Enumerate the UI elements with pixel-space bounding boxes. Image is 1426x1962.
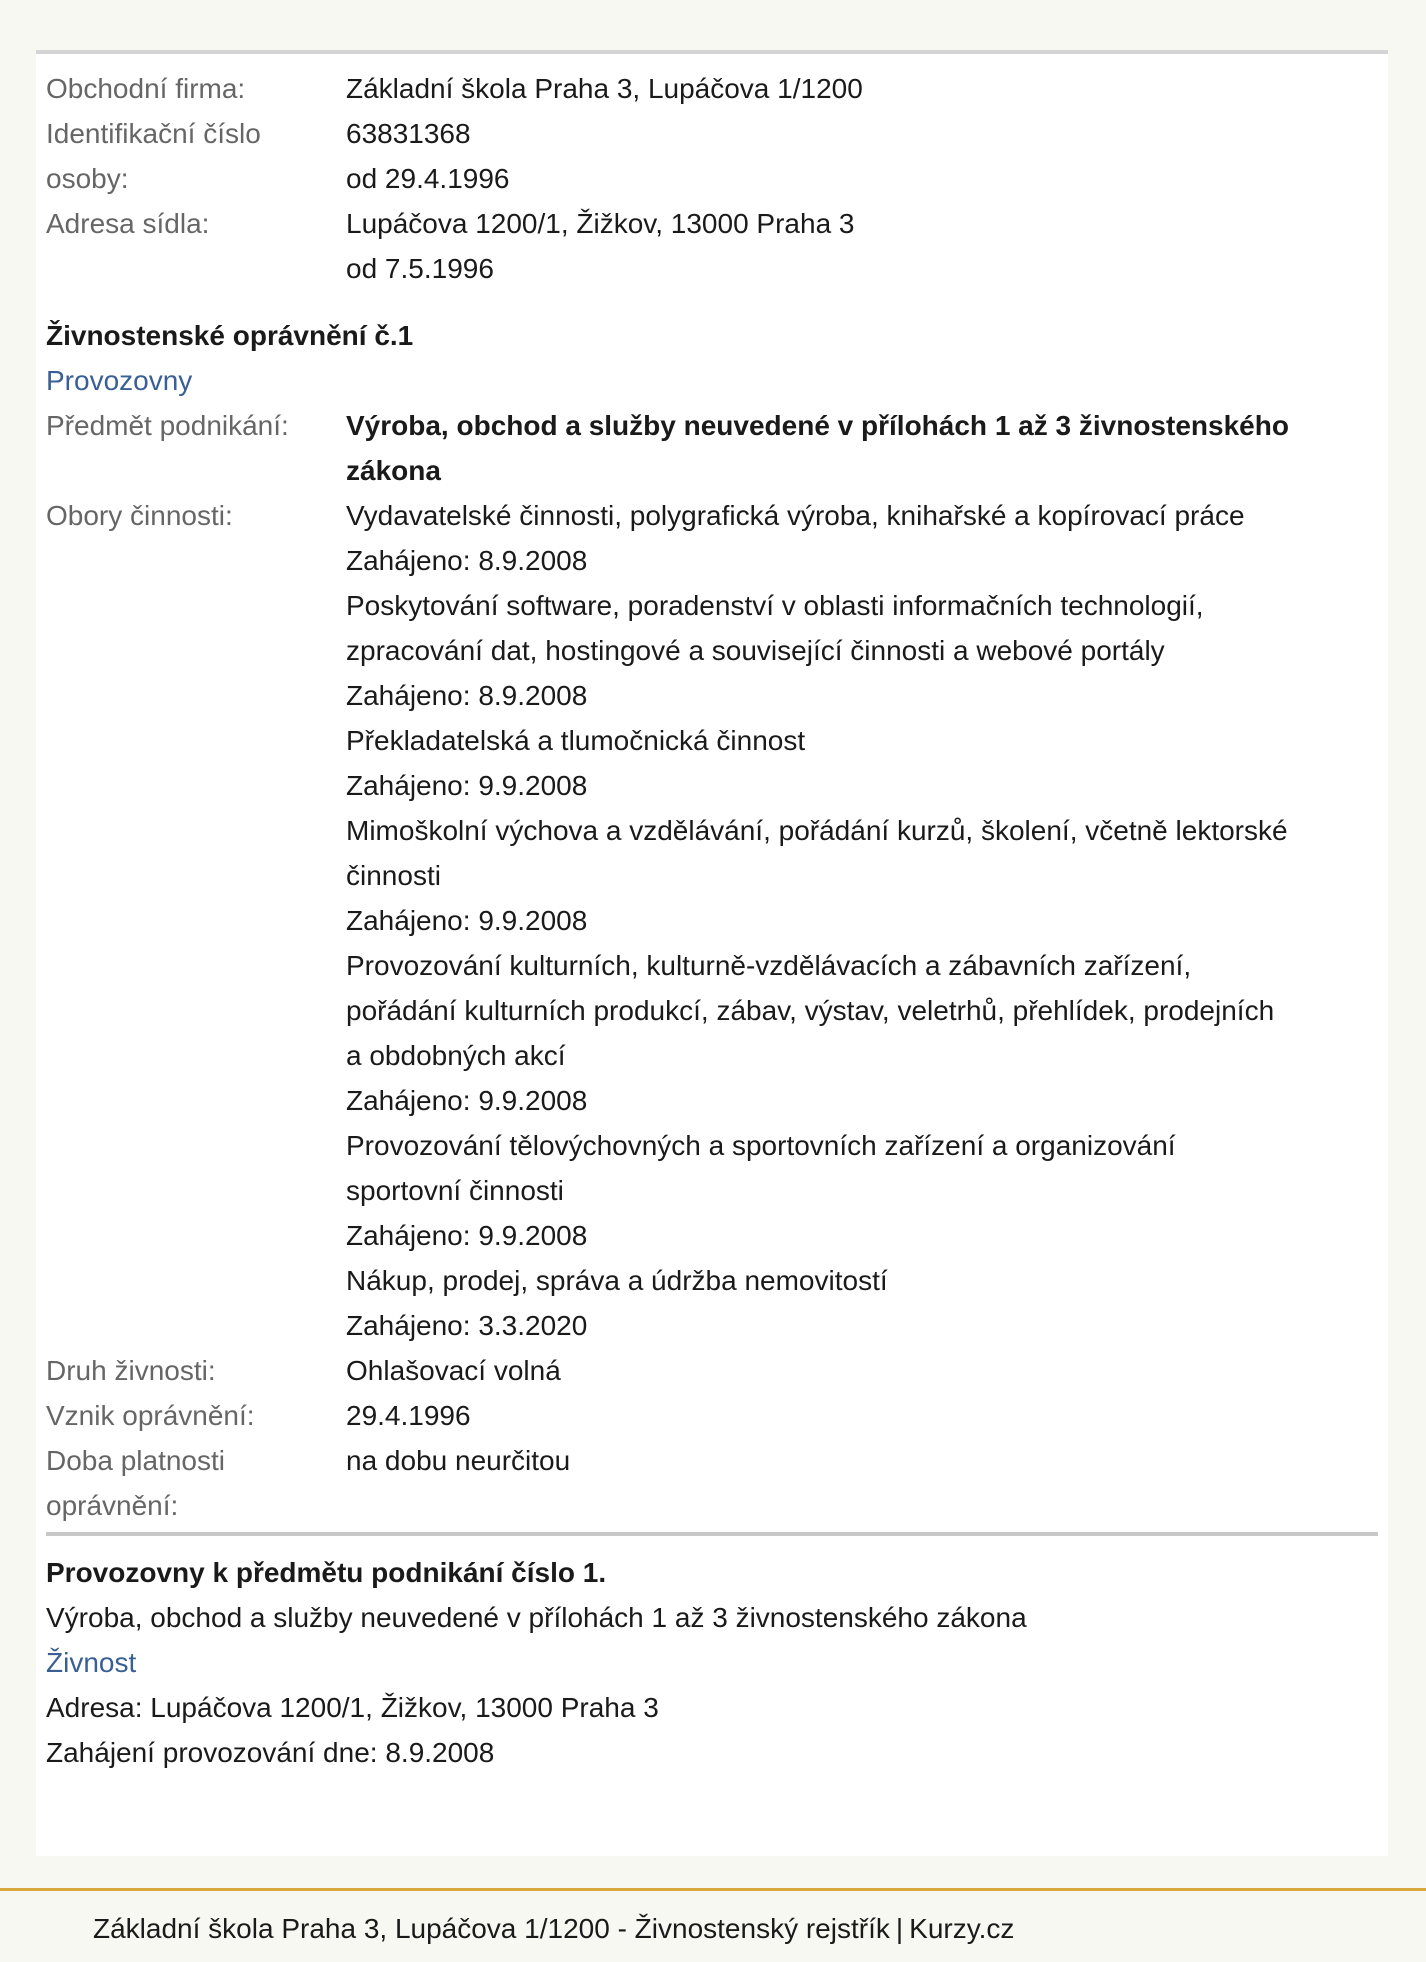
subject-row bbox=[46, 403, 1378, 493]
id-row bbox=[46, 111, 1378, 201]
field-started: Zahájeno: 9.9.2008 bbox=[346, 905, 588, 936]
detail-card bbox=[36, 50, 1388, 1856]
field-activity-line: Provozování tělovýchovných a sportovních zařízení a organizování bbox=[346, 1130, 1176, 1161]
id-since: od 29.4.1996 bbox=[346, 163, 510, 194]
field-activity-line: Poskytování software, poradenství v oblasti informačních technologií, bbox=[346, 590, 1204, 621]
field-started: Zahájeno: 9.9.2008 bbox=[346, 1085, 588, 1116]
fields-label: Obory činnosti: bbox=[46, 500, 233, 531]
id-label-line1: Identifikační číslo bbox=[46, 118, 261, 149]
footer-text: Základní škola Praha 3, Lupáčova 1/1200 - Živnostenský rejstřík bbox=[93, 1913, 890, 1944]
field-activity-line: Vydavatelské činnosti, polygrafická výroba, knihařské a kopírovací práce bbox=[346, 500, 1245, 531]
address-label: Adresa sídla: bbox=[46, 208, 210, 239]
license-title: Živnostenské oprávnění č.1 bbox=[46, 320, 414, 351]
establishments-subject: Výroba, obchod a služby neuvedené v přílohách 1 až 3 živnostenského zákona bbox=[46, 1602, 1027, 1633]
footer bbox=[93, 1906, 1014, 1951]
field-started: Zahájeno: 3.3.2020 bbox=[346, 1310, 588, 1341]
address-value: Lupáčova 1200/1, Žižkov, 13000 Praha 3 bbox=[346, 208, 855, 239]
origin-label: Vznik oprávnění: bbox=[46, 1400, 255, 1431]
subject-value: Výroba, obchod a služby neuvedené v přílohách 1 až 3 živnostenského zákona bbox=[346, 410, 1289, 486]
firm-value: Základní škola Praha 3, Lupáčova 1/1200 bbox=[346, 73, 863, 104]
zivnost-link[interactable]: Živnost bbox=[46, 1647, 137, 1678]
footer-site-link[interactable]: Kurzy.cz bbox=[909, 1913, 1015, 1944]
type-value: Ohlašovací volná bbox=[346, 1355, 561, 1386]
fields-row bbox=[46, 493, 1378, 1348]
field-activity-line: sportovní činnosti bbox=[346, 1175, 564, 1206]
id-label-line2: osoby: bbox=[46, 163, 129, 194]
origin-value: 29.4.1996 bbox=[346, 1400, 471, 1431]
footer-separator: | bbox=[895, 1913, 904, 1944]
id-value: 63831368 bbox=[346, 118, 471, 149]
establishments-title: Provozovny k předmětu podnikání číslo 1. bbox=[46, 1557, 607, 1588]
subject-label: Předmět podnikání: bbox=[46, 410, 289, 441]
field-activity-line: zpracování dat, hostingové a související činnosti a webové portály bbox=[346, 635, 1165, 666]
field-activity-line: Překladatelská a tlumočnická činnost bbox=[346, 725, 806, 756]
validity-label-line1: Doba platnosti bbox=[46, 1445, 226, 1476]
validity-label bbox=[46, 1438, 346, 1528]
field-started: Zahájeno: 8.9.2008 bbox=[346, 545, 588, 576]
field-activity-line: činnosti bbox=[346, 860, 441, 891]
footer-divider bbox=[0, 1888, 1426, 1891]
id-label bbox=[46, 111, 346, 201]
validity-row bbox=[46, 1438, 1378, 1528]
field-activity-line: Provozování kulturních, kulturně-vzdělávacích a zábavních zařízení, bbox=[346, 950, 1192, 981]
provozovny-link[interactable]: Provozovny bbox=[46, 365, 193, 396]
field-activity-line: Mimoškolní výchova a vzdělávání, pořádání kurzů, školení, včetně lektorské bbox=[346, 815, 1288, 846]
origin-row bbox=[46, 1393, 1378, 1438]
validity-value: na dobu neurčitou bbox=[346, 1445, 571, 1476]
field-activity-line: a obdobných akcí bbox=[346, 1040, 566, 1071]
validity-label-line2: oprávnění: bbox=[46, 1490, 179, 1521]
firm-row bbox=[46, 66, 1378, 111]
field-activity-line: Nákup, prodej, správa a údržba nemovitostí bbox=[346, 1265, 888, 1296]
address-row bbox=[46, 201, 1378, 291]
firm-label: Obchodní firma: bbox=[46, 73, 246, 104]
field-started: Zahájeno: 9.9.2008 bbox=[346, 1220, 588, 1251]
establishments-start: Zahájení provozování dne: 8.9.2008 bbox=[46, 1737, 495, 1768]
establishments-address: Adresa: Lupáčova 1200/1, Žižkov, 13000 Praha 3 bbox=[46, 1692, 659, 1723]
field-activity-line: pořádání kulturních produkcí, zábav, výstav, veletrhů, přehlídek, prodejních bbox=[346, 995, 1275, 1026]
field-started: Zahájeno: 8.9.2008 bbox=[346, 680, 588, 711]
field-started: Zahájeno: 9.9.2008 bbox=[346, 770, 588, 801]
id-value-block bbox=[346, 111, 1378, 201]
address-value-block bbox=[346, 201, 1378, 291]
address-since: od 7.5.1996 bbox=[346, 253, 494, 284]
type-row bbox=[46, 1348, 1378, 1393]
type-label: Druh živnosti: bbox=[46, 1355, 216, 1386]
fields-list bbox=[346, 493, 1378, 1348]
section-divider bbox=[46, 1532, 1378, 1536]
